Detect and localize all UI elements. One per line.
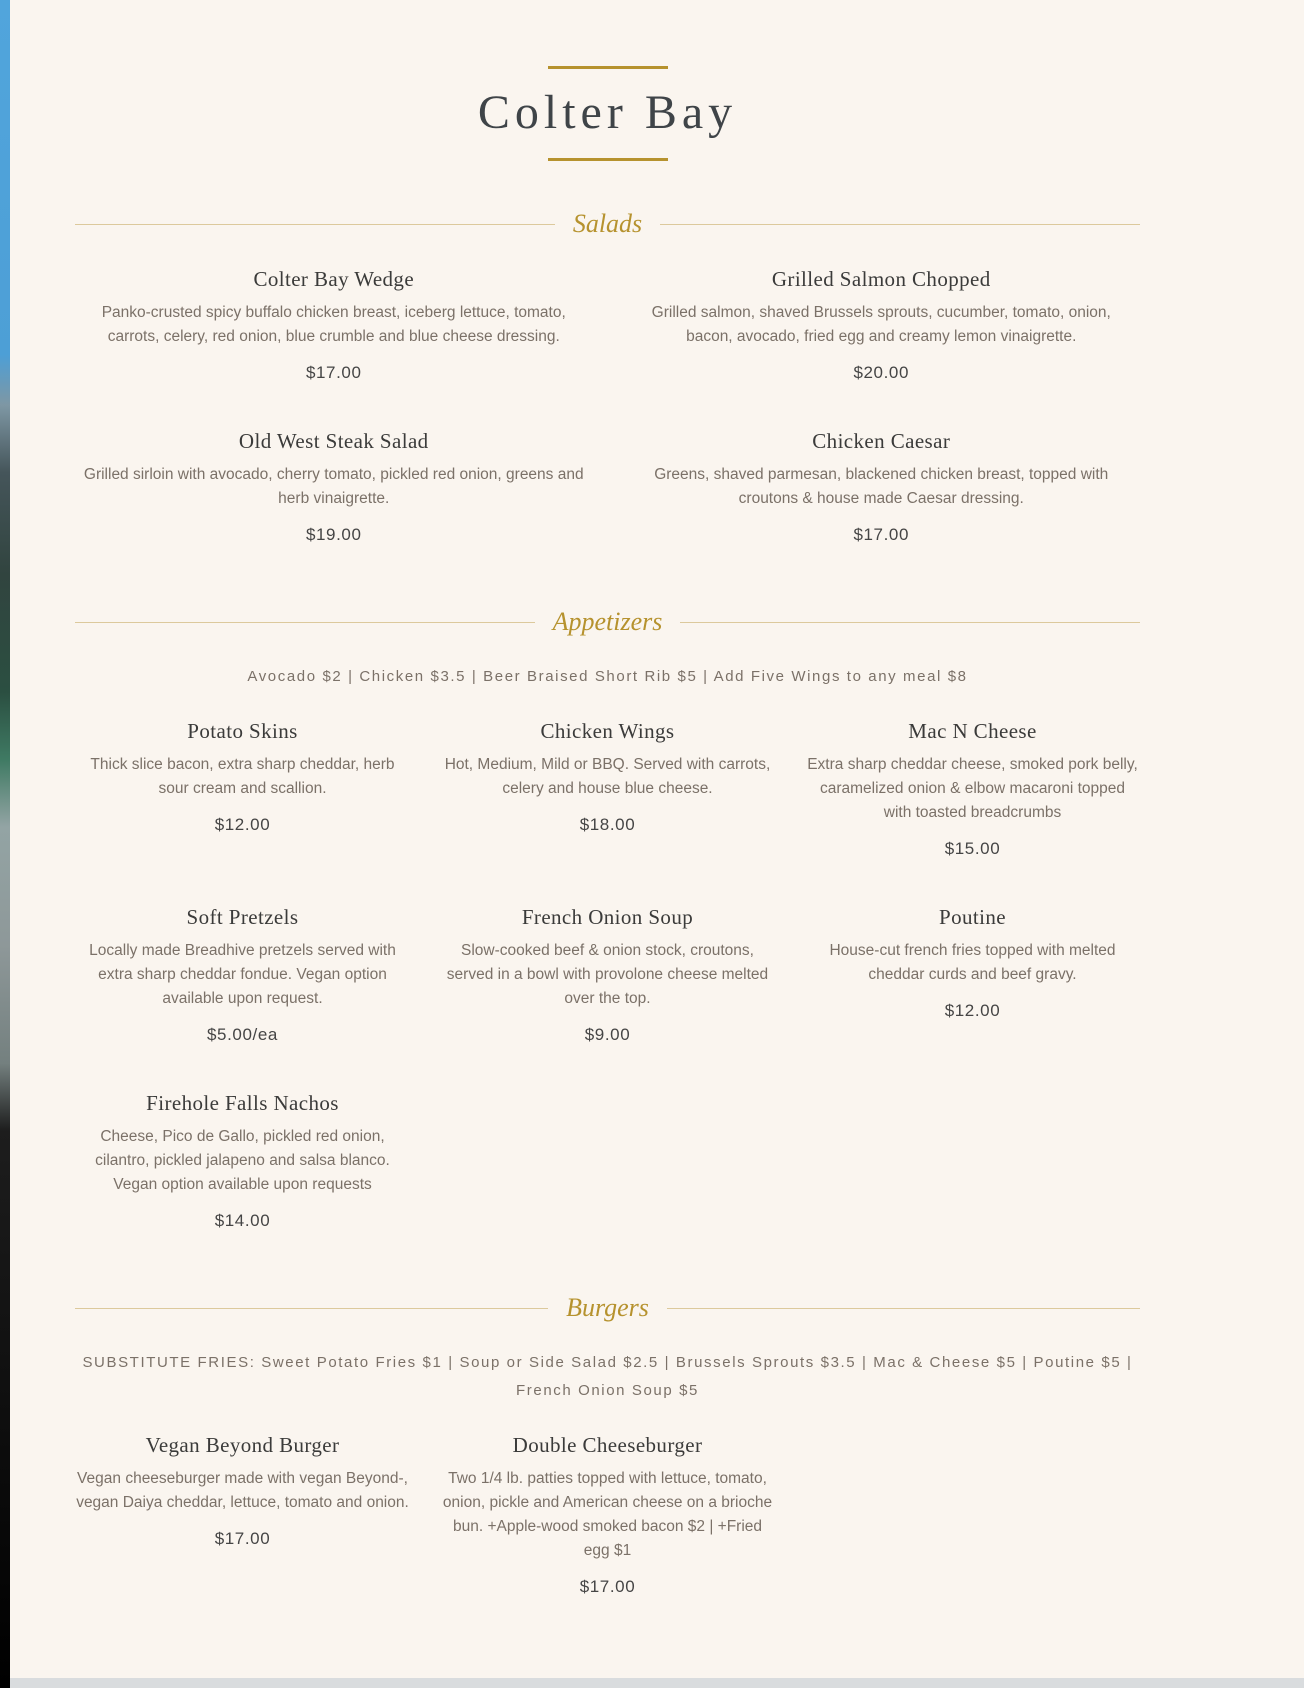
menu-item bbox=[75, 719, 410, 835]
item-price: $15.00 bbox=[944, 839, 1001, 859]
item-description: House-cut french fries topped with melted cheddar curds and beef gravy. bbox=[829, 942, 1116, 984]
item-price: $17.00 bbox=[853, 525, 910, 545]
item-description: Vegan cheeseburger made with vegan Beyond-, vegan Daiya cheddar, lettuce, tomato and onion. bbox=[76, 1469, 409, 1511]
menu-item bbox=[805, 719, 1140, 859]
menu-item bbox=[440, 905, 775, 1045]
page-background-edge bbox=[0, 0, 10, 1688]
menu-item bbox=[75, 1091, 410, 1231]
item-name: Chicken Caesar bbox=[812, 429, 951, 454]
menu-item bbox=[440, 719, 775, 835]
item-name: Grilled Salmon Chopped bbox=[771, 267, 991, 292]
item-name: Chicken Wings bbox=[540, 719, 675, 743]
item-price: $18.00 bbox=[579, 815, 636, 835]
item-name: Double Cheeseburger bbox=[512, 1432, 703, 1457]
section-header bbox=[75, 209, 1140, 239]
salads-grid bbox=[75, 267, 1140, 545]
menu-item bbox=[805, 905, 1140, 1021]
burgers-grid bbox=[75, 1433, 1140, 1597]
item-description: Hot, Medium, Mild or BBQ. Served with carrots, celery and house blue cheese. bbox=[444, 756, 771, 798]
section-header bbox=[75, 607, 1140, 637]
item-price: $5.00/ea bbox=[207, 1025, 278, 1045]
divider-line bbox=[667, 1308, 1140, 1309]
item-description: Grilled sirloin with avocado, cherry tomato, pickled red onion, greens and herb vinaigrette. bbox=[83, 466, 584, 508]
menu-content bbox=[75, 0, 1140, 1597]
appetizers-addons-note: Avocado $2 | Chicken $3.5 | Beer Braised Short Rib $5 | Add Five Wings to any meal $8 bbox=[247, 668, 968, 686]
menu-item bbox=[75, 429, 593, 545]
divider-line bbox=[75, 622, 535, 623]
item-description: Extra sharp cheddar cheese, smoked pork belly, caramelized onion & elbow macaroni topped with toasted breadcrumbs bbox=[807, 756, 1138, 822]
section-title: Appetizers bbox=[552, 607, 663, 637]
restaurant-header bbox=[75, 66, 1140, 161]
appetizers-grid bbox=[75, 719, 1140, 1231]
section-title: Burgers bbox=[566, 1293, 649, 1323]
divider-line bbox=[75, 1308, 548, 1309]
burgers-substitute-note: SUBSTITUTE FRIES: Sweet Potato Fries $1 | Soup or Side Salad $2.5 | Brussels Sprouts $3.5 | Mac & Cheese $5 | Poutine $5 | French Onion Soup $5 bbox=[82, 1354, 1133, 1399]
title-ornament-bottom bbox=[548, 158, 668, 161]
title-ornament-top bbox=[548, 66, 668, 69]
item-description: Thick slice bacon, extra sharp cheddar, herb sour cream and scallion. bbox=[90, 756, 395, 798]
item-price: $9.00 bbox=[584, 1025, 631, 1045]
menu-item bbox=[75, 1433, 410, 1549]
item-name: Potato Skins bbox=[187, 719, 298, 743]
item-price: $12.00 bbox=[944, 1001, 1001, 1021]
menu-section-salads bbox=[75, 209, 1140, 545]
menu-section-burgers bbox=[75, 1293, 1140, 1597]
item-description: Two 1/4 lb. patties topped with lettuce, tomato, onion, pickle and American cheese on a brioche bun. +Apple-wood smoked bacon $2 | +Fried egg $1 bbox=[442, 1469, 773, 1559]
item-description: Grilled salmon, shaved Brussels sprouts, cucumber, tomato, onion, bacon, avocado, fried egg and creamy lemon vinaigrette. bbox=[651, 304, 1111, 346]
menu-item bbox=[75, 905, 410, 1045]
menu-item bbox=[75, 267, 593, 383]
item-price: $19.00 bbox=[305, 525, 362, 545]
item-name: Poutine bbox=[939, 905, 1006, 930]
section-header bbox=[75, 1293, 1140, 1323]
item-name: Vegan Beyond Burger bbox=[145, 1432, 340, 1457]
item-price: $20.00 bbox=[853, 363, 910, 383]
item-name: Firehole Falls Nachos bbox=[146, 1091, 339, 1116]
section-title: Salads bbox=[572, 209, 643, 239]
item-description: Slow-cooked beef & onion stock, croutons, served in a bowl with provolone cheese melted over the top. bbox=[446, 942, 769, 1008]
item-price: $17.00 bbox=[305, 363, 362, 383]
item-description: Greens, shaved parmesan, blackened chicken breast, topped with croutons & house made Caesar dressing. bbox=[654, 466, 1109, 508]
item-name: Colter Bay Wedge bbox=[253, 267, 415, 292]
menu-section-appetizers bbox=[75, 607, 1140, 1231]
item-price: $17.00 bbox=[579, 1576, 636, 1596]
divider-line bbox=[660, 224, 1140, 225]
item-name: Mac N Cheese bbox=[908, 719, 1037, 743]
restaurant-title: Colter Bay bbox=[477, 86, 738, 139]
item-name: Soft Pretzels bbox=[186, 905, 299, 930]
item-description: Locally made Breadhive pretzels served with extra sharp cheddar fondue. Vegan option available upon request. bbox=[89, 942, 396, 1008]
divider-line bbox=[680, 622, 1140, 623]
item-price: $12.00 bbox=[214, 815, 271, 835]
item-price: $14.00 bbox=[214, 1211, 271, 1231]
item-price: $17.00 bbox=[214, 1528, 271, 1548]
divider-line bbox=[75, 224, 555, 225]
item-description: Cheese, Pico de Gallo, pickled red onion, cilantro, pickled jalapeno and salsa blanco. Vegan option available upon requests bbox=[95, 1128, 390, 1194]
item-name: French Onion Soup bbox=[521, 905, 694, 930]
menu-item bbox=[440, 1433, 775, 1597]
horizontal-scrollbar-track[interactable] bbox=[10, 1678, 1304, 1688]
menu-card bbox=[10, 0, 1304, 1678]
menu-item bbox=[623, 429, 1141, 545]
item-description: Panko-crusted spicy buffalo chicken breast, iceberg lettuce, tomato, carrots, celery, red onion, blue crumble and blue cheese dressing. bbox=[101, 304, 566, 346]
menu-item bbox=[623, 267, 1141, 383]
item-name: Old West Steak Salad bbox=[238, 429, 429, 454]
